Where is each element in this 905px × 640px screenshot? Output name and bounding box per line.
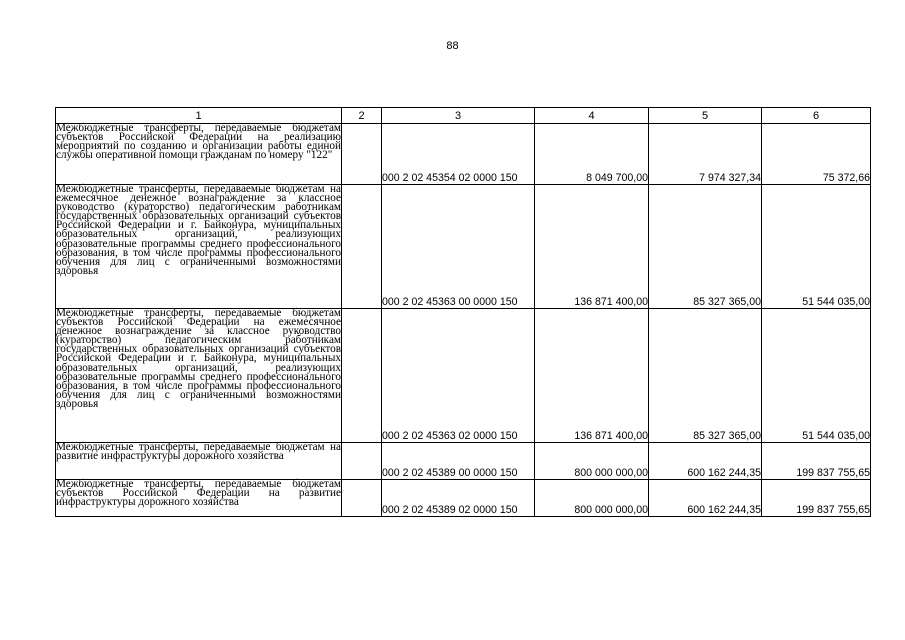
column-header-2: 2: [342, 108, 382, 124]
row-col2: [342, 124, 382, 185]
column-header-1: 1: [56, 108, 342, 124]
row-code: 000 2 02 45354 02 0000 150: [382, 124, 535, 185]
budget-table: [55, 107, 871, 517]
row-code: 000 2 02 45389 02 0000 150: [382, 480, 535, 517]
row-description: Межбюджетные трансферты, передаваемые бюджетам субъектов Российской Федерации на реализацию мероприятий по созданию и организации работы единой службы оперативной помощи гражданам по номеру "122": [56, 124, 342, 185]
row-col5: 600 162 244,35: [649, 443, 762, 480]
column-header-5: 5: [649, 108, 762, 124]
row-description: Межбюджетные трансферты, передаваемые бюджетам субъектов Российской Федерации на развитие инфраструктуры дорожного хозяйства: [56, 480, 342, 517]
row-col5: 85 327 365,00: [649, 309, 762, 443]
row-code: 000 2 02 45389 00 0000 150: [382, 443, 535, 480]
row-col6: 199 837 755,65: [762, 443, 871, 480]
row-col6: 75 372,66: [762, 124, 871, 185]
table-row: [56, 443, 871, 480]
row-code: 000 2 02 45363 02 0000 150: [382, 309, 535, 443]
row-code: 000 2 02 45363 00 0000 150: [382, 185, 535, 309]
table-row: [56, 124, 871, 185]
page-number: 88: [446, 40, 459, 52]
row-col6: 51 544 035,00: [762, 185, 871, 309]
row-col4: 800 000 000,00: [535, 443, 649, 480]
row-col2: [342, 185, 382, 309]
row-col5: 7 974 327,34: [649, 124, 762, 185]
row-col6: 199 837 755,65: [762, 480, 871, 517]
row-description: Межбюджетные трансферты, передаваемые бюджетам на ежемесячное денежное вознаграждение за классное руководство (кураторство) педагогическим работникам государственных образовательных организаций субъектов Российской Федерации и г. Байконура, муниципальных образовательных организаций, реализующих образовательные программы среднего профессионального образования, в том числе программы профессионального обучения для лиц с ограниченными возможностями здоровья: [56, 185, 342, 309]
table-row: [56, 185, 871, 309]
column-header-6: 6: [762, 108, 871, 124]
row-col4: 800 000 000,00: [535, 480, 649, 517]
column-header-4: 4: [535, 108, 649, 124]
table-row: [56, 480, 871, 517]
column-header-3: 3: [382, 108, 535, 124]
row-col4: 136 871 400,00: [535, 185, 649, 309]
row-col2: [342, 443, 382, 480]
row-description: Межбюджетные трансферты, передаваемые бюджетам на развитие инфраструктуры дорожного хозяйства: [56, 443, 342, 480]
row-col5: 600 162 244,35: [649, 480, 762, 517]
row-col6: 51 544 035,00: [762, 309, 871, 443]
row-col4: 8 049 700,00: [535, 124, 649, 185]
row-col2: [342, 480, 382, 517]
row-description: Межбюджетные трансферты, передаваемые бюджетам субъектов Российской Федерации на ежемесячное денежное вознаграждение за классное руководство (кураторство) педагогическим работникам государственных образовательных организаций субъектов Российской Федерации и г. Байконура, муниципальных образовательных организаций, реализующих образовательные программы среднего профессионального образования, в том числе программы профессионального обучения для лиц с ограниченными возможностями здоровья: [56, 309, 342, 443]
row-col4: 136 871 400,00: [535, 309, 649, 443]
row-col5: 85 327 365,00: [649, 185, 762, 309]
table-row: [56, 309, 871, 443]
row-col2: [342, 309, 382, 443]
